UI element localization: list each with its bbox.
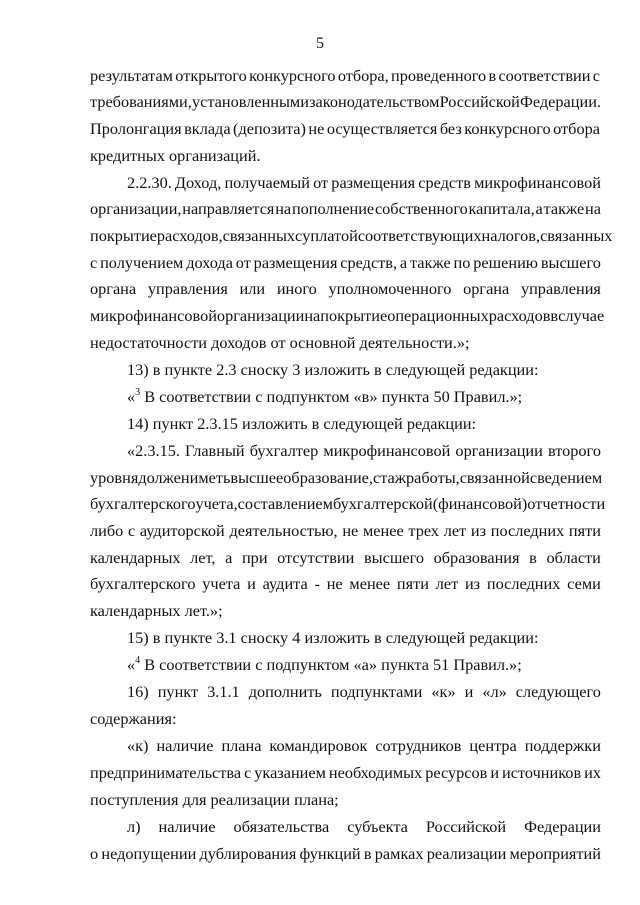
- word: высшего: [363, 548, 424, 567]
- word: Федерации: [524, 817, 601, 836]
- paragraph-line: кредитных организаций.: [90, 146, 261, 165]
- word: образование,: [283, 468, 373, 487]
- paragraph-line: [90, 117, 600, 141]
- word: расходов,: [156, 226, 223, 245]
- word: л): [127, 817, 141, 836]
- word: указанием: [254, 763, 326, 782]
- word: источников: [502, 763, 582, 782]
- word: Пролонгация: [90, 119, 182, 138]
- word: случае: [558, 306, 605, 325]
- word: на: [304, 306, 321, 325]
- word: бухгалтерского: [90, 574, 196, 593]
- word: трех: [408, 521, 439, 540]
- word: от: [235, 253, 251, 272]
- word: органа: [90, 279, 137, 298]
- word: уполномоченного: [328, 279, 452, 298]
- word: 16): [127, 682, 149, 701]
- word: высшее: [230, 468, 284, 487]
- paragraph-line: [90, 64, 600, 88]
- word: работы,: [406, 468, 460, 487]
- word: учета: [202, 574, 241, 593]
- word: капитала,: [468, 199, 535, 218]
- word: бухгалтерской: [332, 494, 433, 513]
- word: не: [308, 119, 325, 138]
- word: не: [326, 574, 343, 593]
- word: получаемый: [224, 173, 310, 192]
- word: конкурсного: [249, 66, 336, 85]
- word: деятельностью,: [229, 521, 338, 540]
- word: высшего: [540, 253, 601, 272]
- word: не: [342, 521, 359, 540]
- word: (депозита): [233, 119, 306, 138]
- word: менее: [349, 574, 391, 593]
- paragraph-line: [90, 572, 601, 596]
- word: 3.1.1: [207, 682, 240, 701]
- word: микрофинансовой: [323, 441, 451, 460]
- word: реализации: [426, 844, 507, 863]
- word: либо: [90, 521, 124, 540]
- word: требованиями,: [90, 92, 192, 111]
- word: следующего: [515, 682, 601, 701]
- subitem-k-line: [127, 734, 601, 758]
- word: из: [464, 574, 481, 593]
- word: установленными: [191, 92, 309, 111]
- word: Главный: [185, 441, 245, 460]
- word: мероприятий: [509, 844, 601, 863]
- word: в: [488, 66, 497, 85]
- footnote-number: 3: [135, 387, 141, 398]
- word: центра: [469, 736, 517, 755]
- word: размещения: [331, 173, 416, 192]
- word: с: [90, 253, 98, 272]
- word: командировок: [269, 736, 368, 755]
- word: области: [546, 548, 601, 567]
- footnote-4-text: [127, 653, 522, 677]
- footnote-body: В соответствии с подпунктом «в» пункта 50 Правил.»;: [140, 387, 523, 406]
- word: лет,: [190, 548, 216, 567]
- amendment-item-13: 13) в пункте 2.3 сноску 3 изложить в следующей редакции:: [127, 360, 539, 379]
- paragraph-line: [90, 251, 601, 275]
- word: пополнение: [291, 199, 375, 218]
- subitem-k-line: поступления для реализации плана;: [90, 790, 339, 809]
- word: пункт: [157, 682, 199, 701]
- word: предпринимательства: [90, 763, 242, 782]
- word: соответствующих: [357, 226, 482, 245]
- word: второго: [547, 441, 601, 460]
- word: с: [592, 66, 600, 85]
- paragraph-line: [90, 304, 605, 328]
- word: а: [535, 199, 543, 218]
- word: осуществляется: [326, 119, 438, 138]
- word: лет: [435, 574, 459, 593]
- word: недопущении: [101, 844, 197, 863]
- word: бухгалтерского: [90, 494, 196, 513]
- word: дохода: [186, 253, 233, 272]
- word: направляется: [182, 199, 275, 218]
- word: должен: [138, 468, 190, 487]
- word: микрофинансовой: [474, 173, 601, 192]
- word: на: [275, 199, 292, 218]
- word: с: [529, 468, 538, 487]
- word: отчетности: [527, 494, 606, 513]
- word: функций: [299, 844, 361, 863]
- word: организации: [455, 441, 543, 460]
- word: «л»: [482, 682, 507, 701]
- word: поддержки: [524, 736, 601, 755]
- word: иного: [276, 279, 317, 298]
- paragraph-line: [90, 90, 601, 114]
- word: в: [529, 548, 537, 567]
- word: аудита: [262, 574, 308, 593]
- word: управления: [520, 279, 601, 298]
- subitem-l-line: [127, 815, 601, 839]
- word: (финансовой): [432, 494, 528, 513]
- word: от: [313, 173, 329, 192]
- word: Доход,: [174, 173, 222, 192]
- paragraph-line: [90, 277, 601, 301]
- word: 2.2.30.: [127, 173, 172, 192]
- word: связанной: [459, 468, 530, 487]
- word: управления: [147, 279, 228, 298]
- word: необходимых: [328, 763, 423, 782]
- word: стаж: [372, 468, 406, 487]
- word: по: [453, 253, 471, 272]
- footnote-3-text: [127, 385, 522, 409]
- word: уровня: [90, 468, 139, 487]
- word: Российской: [439, 92, 520, 111]
- word: наличие: [158, 817, 216, 836]
- word: наличие: [156, 736, 214, 755]
- word: без: [439, 119, 462, 138]
- word: вклада: [184, 119, 231, 138]
- word: результатам: [90, 66, 173, 85]
- word: организации,: [90, 199, 182, 218]
- word: операционных: [387, 306, 489, 325]
- word: пяти: [396, 574, 429, 593]
- word: Федерации.: [520, 92, 601, 111]
- word: или: [239, 279, 266, 298]
- word: средств,: [340, 253, 398, 272]
- word: отбора,: [337, 66, 389, 85]
- word: дополнить: [248, 682, 322, 701]
- word: аудиторской: [139, 521, 225, 540]
- word: размещения: [253, 253, 338, 272]
- paragraph-line: [90, 224, 613, 248]
- word: в: [363, 844, 372, 863]
- paragraph-line: [90, 519, 601, 543]
- footnote-number: 4: [135, 655, 141, 666]
- word: также: [409, 253, 451, 272]
- paragraph-line: [90, 546, 601, 570]
- word: покрытие: [90, 226, 157, 245]
- paragraph-line: [127, 439, 601, 463]
- word: покрытие: [320, 306, 388, 325]
- word: «к»: [431, 682, 456, 701]
- paragraph-line: [127, 171, 601, 195]
- word: отбора: [553, 119, 600, 138]
- footnote-body: В соответствии с подпунктом «а» пункта 51 Правил.»;: [140, 655, 522, 674]
- paragraph-line: содержания:: [90, 709, 177, 728]
- word: их: [584, 763, 601, 782]
- open-quote: «: [127, 655, 136, 674]
- word: лет: [443, 521, 467, 540]
- word: обязательства: [233, 817, 330, 836]
- word: с: [244, 763, 252, 782]
- amendment-item-16: [127, 680, 601, 704]
- word: подпунктами: [330, 682, 423, 701]
- word: на: [585, 199, 601, 218]
- word: средств: [418, 173, 471, 192]
- word: а: [225, 548, 233, 567]
- word: решению: [473, 253, 538, 272]
- word: связанных: [222, 226, 296, 245]
- word: с: [295, 226, 303, 245]
- word: «к): [127, 736, 149, 755]
- word: «2.3.15.: [127, 441, 180, 460]
- paragraph-line: [90, 197, 601, 221]
- word: бухгалтер: [249, 441, 319, 460]
- word: иметь: [189, 468, 231, 487]
- word: из: [470, 521, 487, 540]
- amendment-item-14: 14) пункт 2.3.15 изложить в следующей редакции:: [127, 414, 477, 433]
- word: менее: [362, 521, 404, 540]
- word: дублирования: [199, 844, 297, 863]
- word: и: [490, 763, 500, 782]
- word: Российской: [425, 817, 507, 836]
- word: ресурсов: [425, 763, 488, 782]
- word: субъекта: [347, 817, 408, 836]
- amendment-item-15: 15) в пункте 3.1 сноску 4 изложить в следующей редакции:: [127, 628, 539, 647]
- word: составлением: [237, 494, 333, 513]
- word: при: [241, 548, 268, 567]
- word: и: [464, 682, 474, 701]
- word: также: [543, 199, 585, 218]
- paragraph-line: недостаточности доходов от основной деятельности.»;: [90, 333, 470, 352]
- word: организации: [216, 306, 305, 325]
- word: налогов,: [481, 226, 541, 245]
- word: сотрудников: [375, 736, 462, 755]
- word: и: [247, 574, 256, 593]
- subitem-k-line: [90, 761, 601, 785]
- word: конкурсного: [464, 119, 551, 138]
- word: органа: [463, 279, 510, 298]
- word: открытого: [175, 66, 247, 85]
- subitem-l-line: [90, 842, 601, 866]
- word: проведенного: [391, 66, 487, 85]
- word: получением: [100, 253, 184, 272]
- word: ведением: [537, 468, 603, 487]
- word: а: [399, 253, 408, 272]
- word: соответствии: [498, 66, 591, 85]
- word: календарных: [90, 548, 181, 567]
- word: с: [127, 521, 136, 540]
- word: последних: [490, 521, 565, 540]
- word: плана: [221, 736, 262, 755]
- word: рамках: [374, 844, 424, 863]
- word: микрофинансовой: [90, 306, 217, 325]
- paragraph-line: [90, 492, 606, 516]
- word: законодательством: [309, 92, 440, 111]
- word: собственного: [374, 199, 468, 218]
- page-number: 5: [316, 35, 324, 52]
- word: -: [314, 574, 320, 593]
- paragraph-line: календарных лет.»;: [90, 601, 223, 620]
- word: расходов: [488, 306, 551, 325]
- word: о: [90, 844, 99, 863]
- paragraph-line: [90, 466, 601, 490]
- word: пяти: [568, 521, 601, 540]
- word: отсутствии: [277, 548, 355, 567]
- word: последних: [486, 574, 561, 593]
- open-quote: «: [127, 387, 136, 406]
- word: образования: [433, 548, 520, 567]
- word: учета,: [195, 494, 238, 513]
- word: в: [550, 306, 559, 325]
- word: семи: [567, 574, 601, 593]
- word: уплатой: [302, 226, 358, 245]
- word: связанных: [540, 226, 613, 245]
